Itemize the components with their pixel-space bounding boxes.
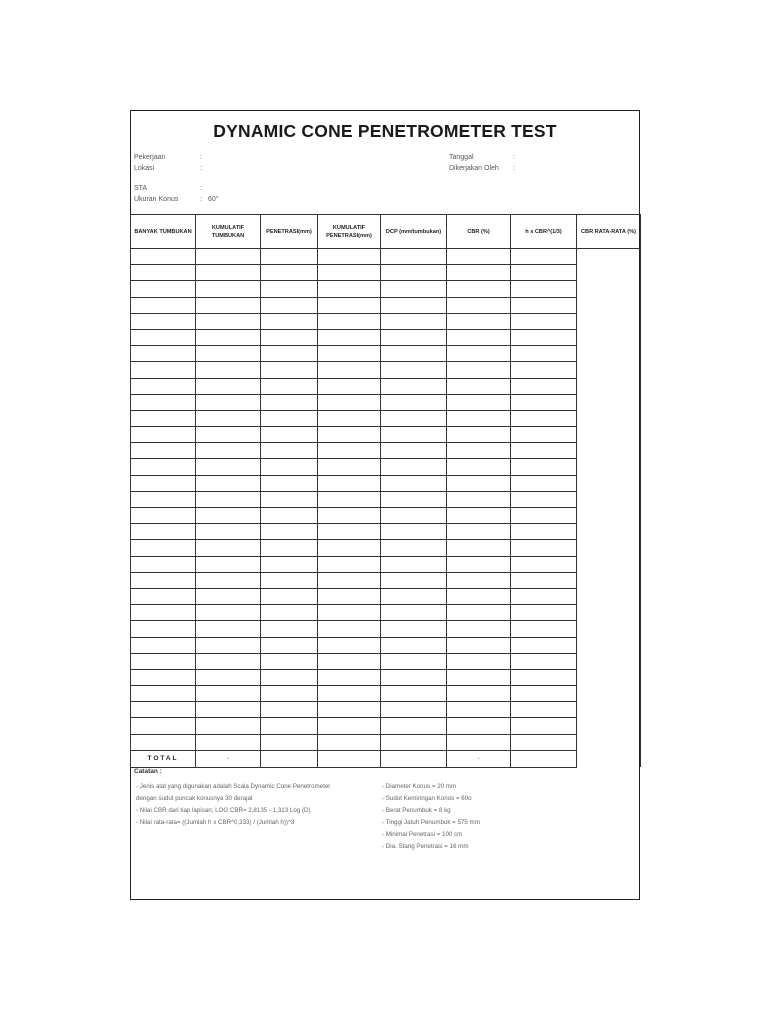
table-cell[interactable] <box>447 637 511 653</box>
table-cell[interactable] <box>318 313 381 329</box>
table-cell[interactable] <box>511 362 577 378</box>
table-cell[interactable] <box>196 605 261 621</box>
table-row <box>131 249 641 265</box>
table-cell[interactable] <box>196 637 261 653</box>
table-cell[interactable] <box>261 734 318 750</box>
table-cell[interactable] <box>196 491 261 507</box>
table-cell[interactable] <box>196 653 261 669</box>
table-cell[interactable] <box>447 702 511 718</box>
table-cell[interactable] <box>381 329 447 345</box>
field-label: Tanggal <box>449 154 474 161</box>
table-cell[interactable] <box>318 540 381 556</box>
table-cell[interactable] <box>511 459 577 475</box>
table-cell[interactable] <box>511 669 577 685</box>
table-cell[interactable] <box>381 637 447 653</box>
table-cell[interactable] <box>511 410 577 426</box>
table-cell[interactable] <box>318 508 381 524</box>
table-cell[interactable] <box>261 394 318 410</box>
table-cell[interactable] <box>381 459 447 475</box>
table-cell[interactable] <box>318 491 381 507</box>
field-dikerjakan-oleh: Dikerjakan Oleh : <box>449 165 515 172</box>
table-cell[interactable] <box>447 508 511 524</box>
note-right: - Dia. Stang Penetrasi = 16 mm <box>382 843 469 850</box>
table-row <box>131 524 641 540</box>
table-row <box>131 459 641 475</box>
table-row <box>131 475 641 491</box>
note-right: - Berat Penumbuk = 8 kg <box>382 807 451 814</box>
table-cell[interactable] <box>381 669 447 685</box>
table-cell[interactable] <box>381 718 447 734</box>
table-cell[interactable] <box>447 297 511 313</box>
table-cell[interactable] <box>261 378 318 394</box>
table-cell[interactable] <box>511 588 577 604</box>
table-cell[interactable] <box>511 281 577 297</box>
table-cell[interactable] <box>196 249 261 265</box>
table-cell[interactable] <box>511 556 577 572</box>
table-cell[interactable] <box>511 313 577 329</box>
table-row <box>131 491 641 507</box>
table-cell[interactable] <box>196 540 261 556</box>
table-cell[interactable] <box>381 297 447 313</box>
table-cell[interactable] <box>261 653 318 669</box>
table-row <box>131 297 641 313</box>
table-cell[interactable] <box>511 540 577 556</box>
table-cell[interactable] <box>318 588 381 604</box>
table-cell[interactable] <box>131 378 196 394</box>
table-cell[interactable] <box>381 265 447 281</box>
table-cell[interactable] <box>511 265 577 281</box>
total-cell <box>318 750 381 767</box>
table-cell[interactable] <box>318 621 381 637</box>
table-cell[interactable] <box>318 734 381 750</box>
table-cell[interactable] <box>196 524 261 540</box>
table-cell[interactable] <box>196 508 261 524</box>
table-cell[interactable] <box>131 605 196 621</box>
table-cell[interactable] <box>318 265 381 281</box>
field-pekerjaan: Pekerjaan : <box>134 154 202 161</box>
table-cell[interactable] <box>447 265 511 281</box>
table-cell[interactable] <box>318 427 381 443</box>
table-cell[interactable] <box>261 588 318 604</box>
table-cell[interactable] <box>131 653 196 669</box>
note-left: - Nilai rata-rata= ((Jumlah h x CBR^0,333) / (Jumlah h))^3 <box>136 819 295 826</box>
table-cell[interactable] <box>261 297 318 313</box>
table-cell[interactable] <box>381 605 447 621</box>
table-cell[interactable] <box>196 410 261 426</box>
table-cell[interactable] <box>447 491 511 507</box>
table-cell[interactable] <box>261 313 318 329</box>
table-cell[interactable] <box>511 637 577 653</box>
table-cell[interactable] <box>131 572 196 588</box>
table-cell[interactable] <box>261 265 318 281</box>
table-cell[interactable] <box>196 378 261 394</box>
table-cell[interactable] <box>196 443 261 459</box>
table-cell[interactable] <box>196 621 261 637</box>
table-cell[interactable] <box>381 362 447 378</box>
table-cell[interactable] <box>511 297 577 313</box>
table-cell[interactable] <box>447 459 511 475</box>
table-cell[interactable] <box>131 540 196 556</box>
table-row <box>131 605 641 621</box>
table-cell[interactable] <box>261 410 318 426</box>
table-cell[interactable] <box>131 427 196 443</box>
table-cell[interactable] <box>511 394 577 410</box>
table-cell[interactable] <box>131 508 196 524</box>
table-cell[interactable] <box>511 686 577 702</box>
table-cell[interactable] <box>261 508 318 524</box>
field-label: Pekerjaan <box>134 154 166 161</box>
table-cell[interactable] <box>131 329 196 345</box>
table-cell[interactable] <box>131 491 196 507</box>
table-cell[interactable] <box>131 265 196 281</box>
note-left: - Nilai CBR dari tiap lapisan; LOG CBR= 2,8135 - 1,313 Log (D) <box>136 807 311 814</box>
table-cell[interactable] <box>131 718 196 734</box>
table-cell[interactable] <box>196 475 261 491</box>
table-cell[interactable] <box>196 265 261 281</box>
table-cell[interactable] <box>318 297 381 313</box>
table-cell[interactable] <box>511 491 577 507</box>
table-cell[interactable] <box>447 378 511 394</box>
table-cell[interactable] <box>381 572 447 588</box>
table-cell[interactable] <box>381 281 447 297</box>
table-row <box>131 265 641 281</box>
table-cell[interactable] <box>447 249 511 265</box>
table-cell[interactable] <box>447 329 511 345</box>
header-kumulatif-tumbukan: KUMULATIF TUMBUKAN <box>196 215 261 249</box>
table-cell[interactable] <box>447 475 511 491</box>
table-cell[interactable] <box>261 702 318 718</box>
table-row <box>131 329 641 345</box>
table-cell[interactable] <box>318 329 381 345</box>
table-row <box>131 653 641 669</box>
field-label: Ukuran Konus <box>134 196 179 203</box>
note-right: - Diameter Konus = 20 mm <box>382 783 457 790</box>
table-cell[interactable] <box>131 475 196 491</box>
table-cell[interactable] <box>511 653 577 669</box>
table-cell[interactable] <box>447 588 511 604</box>
table-row <box>131 346 641 362</box>
table-row <box>131 410 641 426</box>
table-row <box>131 588 641 604</box>
table-cell[interactable] <box>131 588 196 604</box>
table-cell[interactable] <box>381 475 447 491</box>
table-cell[interactable] <box>131 734 196 750</box>
table-cell[interactable] <box>381 621 447 637</box>
field-sta: STA : <box>134 185 202 192</box>
table-cell[interactable] <box>511 346 577 362</box>
table-row <box>131 540 641 556</box>
table-cell[interactable] <box>381 346 447 362</box>
table-cell[interactable] <box>318 702 381 718</box>
table-cell[interactable] <box>381 410 447 426</box>
table-cell[interactable] <box>318 459 381 475</box>
total-cell <box>261 750 318 767</box>
table-cell[interactable] <box>131 313 196 329</box>
table-cell[interactable] <box>318 524 381 540</box>
table-cell[interactable] <box>318 718 381 734</box>
table-cell[interactable] <box>196 313 261 329</box>
table-cell[interactable] <box>131 410 196 426</box>
table-cell[interactable] <box>196 459 261 475</box>
table-cell[interactable] <box>511 329 577 345</box>
table-cell[interactable] <box>131 524 196 540</box>
table-cell[interactable] <box>447 621 511 637</box>
table-cell[interactable] <box>318 362 381 378</box>
table-row <box>131 669 641 685</box>
dcp-table <box>130 214 640 767</box>
table-cell[interactable] <box>447 524 511 540</box>
table-row <box>131 686 641 702</box>
table-cell[interactable] <box>196 669 261 685</box>
header-dcp: DCP (mm/tumbukan) <box>381 215 447 249</box>
table-row <box>131 362 641 378</box>
table-cell[interactable] <box>261 491 318 507</box>
table-cell[interactable] <box>447 394 511 410</box>
table-row <box>131 443 641 459</box>
cbr-average-cell[interactable] <box>577 249 641 768</box>
table-row <box>131 718 641 734</box>
table-cell[interactable] <box>447 605 511 621</box>
table-cell[interactable] <box>196 346 261 362</box>
table-cell[interactable] <box>261 281 318 297</box>
table-row <box>131 281 641 297</box>
table-cell[interactable] <box>318 346 381 362</box>
field-tanggal: Tanggal : <box>449 154 515 161</box>
table-cell[interactable] <box>447 669 511 685</box>
note-right: - Minimal Penetrasi = 100 cm <box>382 831 463 838</box>
table-cell[interactable] <box>381 378 447 394</box>
table-cell[interactable] <box>318 686 381 702</box>
total-cell <box>381 750 447 767</box>
table-cell[interactable] <box>447 556 511 572</box>
table-cell[interactable] <box>261 686 318 702</box>
table-cell[interactable] <box>447 718 511 734</box>
table-cell[interactable] <box>318 669 381 685</box>
table-cell[interactable] <box>381 556 447 572</box>
table-cell[interactable] <box>261 475 318 491</box>
header-kumulatif-penetrasi: KUMULATIF PENETRASI(mm) <box>318 215 381 249</box>
table-cell[interactable] <box>381 491 447 507</box>
table-cell[interactable] <box>381 508 447 524</box>
table-cell[interactable] <box>447 443 511 459</box>
table-cell[interactable] <box>511 621 577 637</box>
note-right: - Tinggi Jatuh Penumbuk = 575 mm <box>382 819 480 826</box>
field-lokasi: Lokasi : <box>134 165 202 172</box>
table-cell[interactable] <box>447 734 511 750</box>
table-cell[interactable] <box>381 524 447 540</box>
table-cell[interactable] <box>511 443 577 459</box>
table-cell[interactable] <box>318 637 381 653</box>
field-ukuran-konus: Ukuran Konus : 60° <box>134 196 219 203</box>
table-cell[interactable] <box>261 346 318 362</box>
table-cell[interactable] <box>318 572 381 588</box>
table-cell[interactable] <box>447 686 511 702</box>
field-label: Dikerjakan Oleh <box>449 165 499 172</box>
table-row <box>131 508 641 524</box>
table-cell[interactable] <box>447 427 511 443</box>
table-cell[interactable] <box>261 329 318 345</box>
table-row <box>131 394 641 410</box>
table-cell[interactable] <box>447 346 511 362</box>
table-row <box>131 378 641 394</box>
table-cell[interactable] <box>261 556 318 572</box>
table-row <box>131 427 641 443</box>
table-cell[interactable] <box>318 410 381 426</box>
table-cell[interactable] <box>196 686 261 702</box>
total-row <box>131 750 641 767</box>
table-cell[interactable] <box>196 394 261 410</box>
table-cell[interactable] <box>511 605 577 621</box>
field-label: STA <box>134 185 148 192</box>
table-cell[interactable] <box>447 281 511 297</box>
header-banyak-tumbukan: BANYAK TUMBUKAN <box>131 215 196 249</box>
table-cell[interactable] <box>261 669 318 685</box>
table-cell[interactable] <box>196 588 261 604</box>
table-cell[interactable] <box>381 734 447 750</box>
header-cbr: CBR (%) <box>447 215 511 249</box>
table-cell[interactable] <box>196 718 261 734</box>
table-row <box>131 702 641 718</box>
table-cell[interactable] <box>261 443 318 459</box>
table-cell[interactable] <box>261 362 318 378</box>
table-cell[interactable] <box>447 653 511 669</box>
table-cell[interactable] <box>131 362 196 378</box>
total-cell: - <box>447 750 511 767</box>
table-cell[interactable] <box>261 572 318 588</box>
table-cell[interactable] <box>196 702 261 718</box>
table-cell[interactable] <box>196 556 261 572</box>
note-left: dengan sudut puncak konusnya 30 derajat <box>136 795 253 802</box>
table-cell[interactable] <box>511 734 577 750</box>
table-cell[interactable] <box>447 362 511 378</box>
table-cell[interactable] <box>511 378 577 394</box>
header-penetrasi: PENETRASI(mm) <box>261 215 318 249</box>
note-left: - Jenis alat yang digunakan adalah Scala Dynamic Cone Penetrometer <box>136 783 331 790</box>
table-cell[interactable] <box>131 637 196 653</box>
table-header-row <box>131 215 641 249</box>
table-cell[interactable] <box>261 637 318 653</box>
table-cell[interactable] <box>511 524 577 540</box>
table-cell[interactable] <box>381 427 447 443</box>
table-cell[interactable] <box>196 281 261 297</box>
table-cell[interactable] <box>318 281 381 297</box>
total-cell <box>511 750 577 767</box>
note-right: - Sudut Kemiringan Konus = 60o <box>382 795 472 802</box>
table-cell[interactable] <box>196 297 261 313</box>
table-cell[interactable] <box>511 718 577 734</box>
notes-heading: Catatan : <box>134 768 162 775</box>
table-cell[interactable] <box>131 669 196 685</box>
table-cell[interactable] <box>131 459 196 475</box>
table-cell[interactable] <box>381 394 447 410</box>
table-cell[interactable] <box>318 556 381 572</box>
table-row <box>131 734 641 750</box>
table-cell[interactable] <box>318 394 381 410</box>
table-cell[interactable] <box>381 686 447 702</box>
table-cell[interactable] <box>447 313 511 329</box>
table-cell[interactable] <box>261 605 318 621</box>
table-cell[interactable] <box>131 621 196 637</box>
table-cell[interactable] <box>131 556 196 572</box>
table-cell[interactable] <box>447 540 511 556</box>
table-cell[interactable] <box>318 605 381 621</box>
table-row <box>131 572 641 588</box>
table-cell[interactable] <box>381 443 447 459</box>
table-cell[interactable] <box>196 329 261 345</box>
table-cell[interactable] <box>131 394 196 410</box>
table-row <box>131 313 641 329</box>
table-cell[interactable] <box>261 249 318 265</box>
table-cell[interactable] <box>318 443 381 459</box>
table-cell[interactable] <box>511 508 577 524</box>
table-cell[interactable] <box>261 540 318 556</box>
table-cell[interactable] <box>511 475 577 491</box>
table-cell[interactable] <box>131 443 196 459</box>
table-cell[interactable] <box>381 588 447 604</box>
table-cell[interactable] <box>511 427 577 443</box>
table-cell[interactable] <box>131 281 196 297</box>
table-cell[interactable] <box>511 249 577 265</box>
table-cell[interactable] <box>196 427 261 443</box>
table-cell[interactable] <box>261 718 318 734</box>
field-value: 60° <box>208 196 219 203</box>
table-cell[interactable] <box>261 427 318 443</box>
table-cell[interactable] <box>511 702 577 718</box>
table-cell[interactable] <box>131 297 196 313</box>
table-cell[interactable] <box>318 653 381 669</box>
field-label: Lokasi <box>134 165 155 172</box>
table-cell[interactable] <box>196 362 261 378</box>
table-row <box>131 621 641 637</box>
table-cell[interactable] <box>131 702 196 718</box>
table-cell[interactable] <box>381 702 447 718</box>
table-cell[interactable] <box>447 410 511 426</box>
header-cbr-rata-rata: CBR RATA-RATA (%) <box>577 215 641 249</box>
table-cell[interactable] <box>381 313 447 329</box>
table-cell[interactable] <box>381 249 447 265</box>
table-cell[interactable] <box>131 249 196 265</box>
table-cell[interactable] <box>131 346 196 362</box>
table-cell[interactable] <box>381 540 447 556</box>
table-cell[interactable] <box>261 524 318 540</box>
form-title: DYNAMIC CONE PENETROMETER TEST <box>213 121 557 141</box>
table-row <box>131 556 641 572</box>
table-row <box>131 637 641 653</box>
table-cell[interactable] <box>318 249 381 265</box>
header-h-x-cbr: h x CBR^(1/3) <box>511 215 577 249</box>
table-cell[interactable] <box>511 572 577 588</box>
table-cell[interactable] <box>318 475 381 491</box>
table-cell[interactable] <box>318 378 381 394</box>
table-cell[interactable] <box>381 653 447 669</box>
table-cell[interactable] <box>261 621 318 637</box>
table-cell[interactable] <box>131 686 196 702</box>
table-cell[interactable] <box>261 459 318 475</box>
table-cell[interactable] <box>447 572 511 588</box>
total-label: TOTAL <box>131 750 196 767</box>
total-cell: - <box>196 750 261 767</box>
table-cell[interactable] <box>196 734 261 750</box>
table-cell[interactable] <box>196 572 261 588</box>
